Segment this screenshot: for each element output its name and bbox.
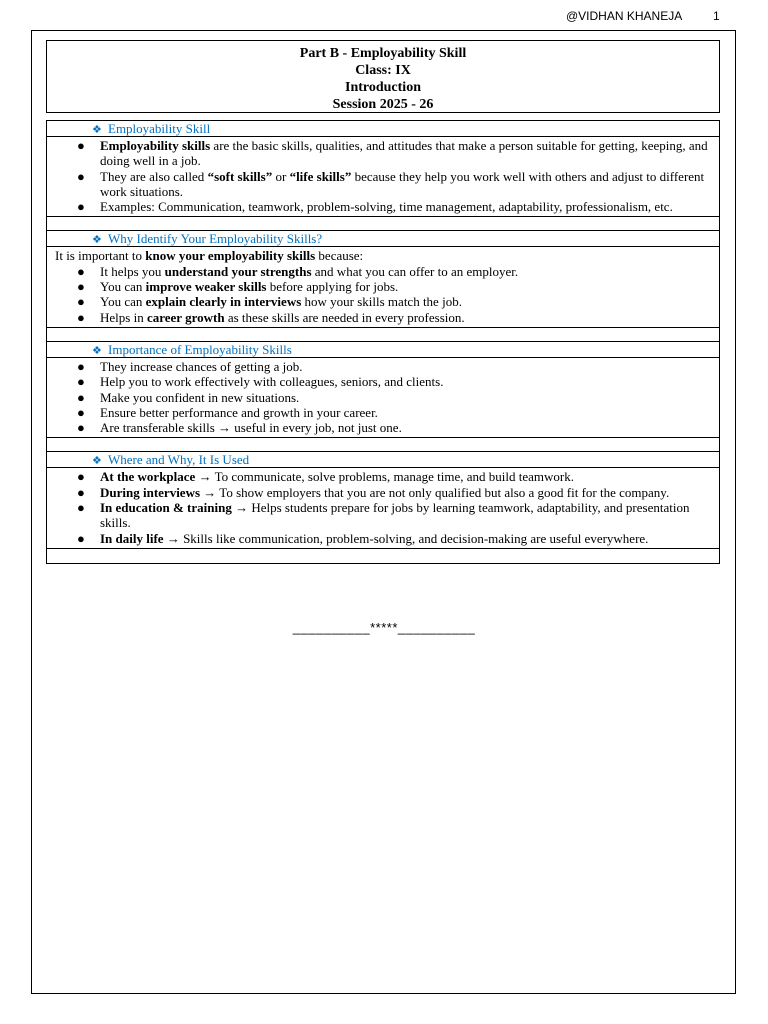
section-heading: [47, 231, 719, 247]
list-item: ● In daily life → Skills like communication, problem-solving, and decision-making are useful everywhere.: [77, 530, 649, 546]
section-body: [47, 468, 719, 548]
diamond-bullet-icon: ❖: [92, 455, 102, 468]
content-table: [46, 120, 720, 564]
list-item: ● It helps you understand your strengths and what you can offer to an employer.: [77, 263, 519, 279]
list-item: ● They increase chances of getting a job.: [77, 358, 303, 374]
bullet-dot-icon: ●: [77, 138, 85, 153]
spacer-row: [47, 438, 719, 452]
list-item: ● Are transferable skills → useful in every job, not just one.: [77, 420, 402, 436]
bullet-dot-icon: ●: [77, 168, 85, 184]
section-heading: [47, 121, 719, 137]
section-heading-text: Why Identify Your Employability Skills?: [108, 231, 323, 247]
spacer-row: [47, 549, 719, 563]
title-box: [46, 40, 720, 113]
section-body: [47, 247, 719, 327]
bullet-list: [55, 138, 711, 214]
title-line-topic: Introduction: [345, 80, 421, 95]
bullet-dot-icon: ●: [77, 389, 85, 405]
bullet-dot-icon: ●: [77, 500, 85, 516]
list-item: ● Make you confident in new situations.: [77, 389, 300, 405]
page-number: 1: [713, 9, 720, 23]
section-heading-text: Importance of Employability Skills: [108, 341, 292, 357]
section-heading: [47, 342, 719, 358]
bullet-dot-icon: ●: [77, 358, 85, 374]
list-item: ● Ensure better performance and growth in your career.: [77, 404, 378, 420]
title-line-class: Class: IX: [355, 63, 411, 78]
bullet-dot-icon: ●: [77, 263, 85, 279]
list-item: ● You can explain clearly in interviews how your skills match the job.: [77, 294, 462, 310]
bullet-dot-icon: ●: [77, 294, 85, 310]
bullet-dot-icon: ●: [77, 279, 85, 295]
list-item: ● You can improve weaker skills before applying for jobs.: [77, 279, 399, 295]
bullet-list: [55, 264, 711, 325]
list-item: ● Employability skills are the basic skills, qualities, and attitudes that make a person suitable for getting, keeping, and doing well in a job.: [77, 138, 708, 169]
section-intro: It is important to know your employability skills because:: [55, 248, 364, 264]
title-line-subject: Part B - Employability Skill: [299, 46, 467, 61]
list-item: ● They are also called “soft skills” or “life skills” because they help you work well with others and adjust to different work situations.: [77, 168, 705, 199]
spacer-row: [47, 217, 719, 231]
diamond-bullet-icon: ❖: [92, 344, 102, 357]
bullet-dot-icon: ●: [77, 530, 85, 546]
list-item: ● Helps in career growth as these skills are needed in every profession.: [77, 309, 465, 325]
bullet-list: [55, 359, 711, 435]
page-header: [0, 8, 768, 26]
section-heading: [47, 452, 719, 468]
bullet-dot-icon: ●: [77, 199, 85, 215]
list-item: ● Examples: Communication, teamwork, problem-solving, time management, adaptability, professionalism, etc.: [77, 199, 673, 215]
bullet-dot-icon: ●: [77, 469, 85, 485]
author-name: @VIDHAN KHANEJA: [566, 9, 683, 23]
bullet-dot-icon: ●: [77, 404, 85, 420]
bullet-dot-icon: ●: [77, 484, 85, 500]
diamond-bullet-icon: ❖: [92, 124, 102, 136]
list-item: ● During interviews → To show employers that you are not only qualified but also a good fit for the company.: [77, 484, 670, 500]
section-body: [47, 137, 719, 217]
list-item: ● At the workplace → To communicate, solve problems, manage time, and build teamwork.: [77, 469, 574, 485]
list-item: ● Help you to work effectively with colleagues, seniors, and clients.: [77, 374, 444, 390]
title-line-session: Session 2025 - 26: [332, 97, 434, 112]
section-body: [47, 358, 719, 438]
section-heading-text: Where and Why, It Is Used: [108, 452, 250, 468]
bullet-list: [55, 469, 711, 545]
section-heading-text: Employability Skill: [108, 121, 211, 136]
diamond-bullet-icon: ❖: [92, 234, 102, 247]
bullet-dot-icon: ●: [77, 309, 85, 325]
list-item: ● In education & training → Helps students prepare for jobs by learning teamwork, adaptability, and presentation skills.: [77, 500, 690, 531]
end-separator: __________*****__________: [292, 620, 476, 635]
bullet-dot-icon: ●: [77, 420, 85, 436]
bullet-dot-icon: ●: [77, 374, 85, 390]
spacer-row: [47, 328, 719, 342]
